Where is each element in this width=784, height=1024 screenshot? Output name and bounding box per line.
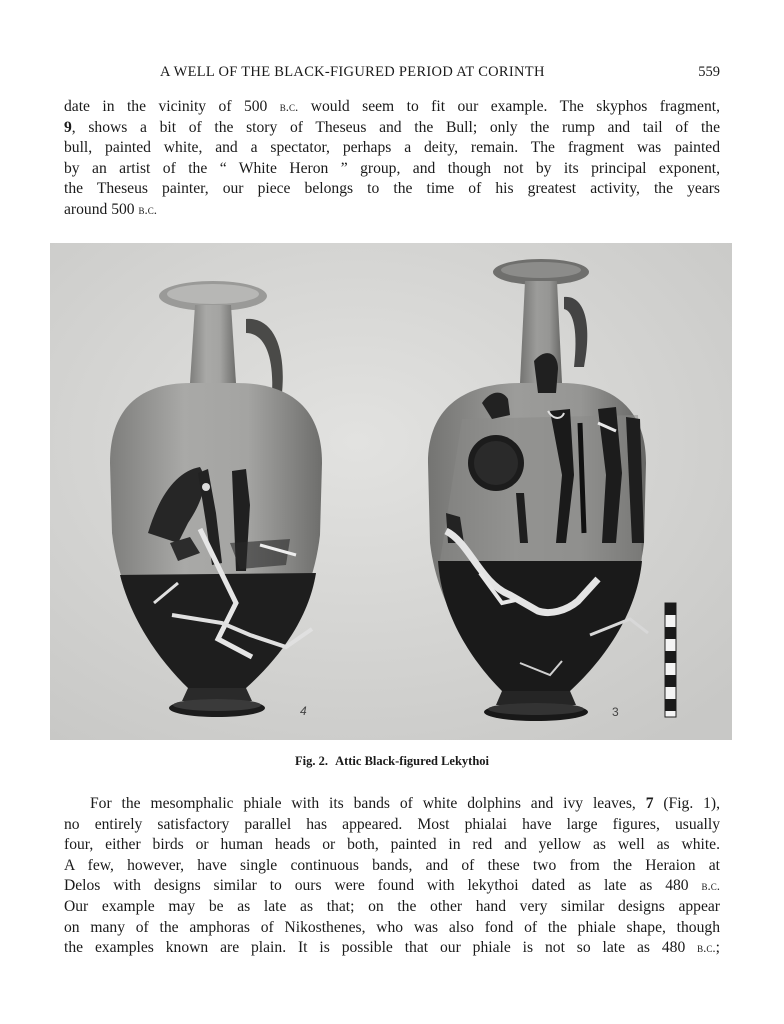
caption-text: Attic Black-figured Lekythoi xyxy=(335,754,490,768)
caption-label: Fig. 2. xyxy=(294,754,328,768)
text-line: 9, shows a bit of the story of Theseus and the Bull; only the rump and tail of the xyxy=(64,118,720,136)
text-line: by an artist of the “ White Heron ” group, and though not by its principal exponent, xyxy=(64,159,720,177)
vase-label-left: 4 xyxy=(300,704,307,718)
paragraph-2 xyxy=(64,794,720,959)
text-line: on many of the amphoras of Nikosthenes, who was also fond of the phiale shape, though xyxy=(64,918,720,936)
figure-caption xyxy=(0,754,784,769)
running-title: A WELL OF THE BLACK-FIGURED PERIOD AT CORINTH xyxy=(160,64,545,80)
text-line: the Theseus painter, our piece belongs to the time of his greatest activity, the years xyxy=(64,180,720,198)
text-line: four, either birds or human heads or both, painted in red and yellow as well as white. xyxy=(64,836,720,854)
text-line: A few, however, have single continuous bands, and of these two from the Heraion at xyxy=(64,856,720,874)
vase-label-right: 3 xyxy=(612,705,619,719)
text-line: no entirely satisfactory parallel has appeared. Most phialai have large figures, usually xyxy=(64,815,720,833)
paragraph-1 xyxy=(64,97,720,221)
text-line: date in the vicinity of 500 b.c. would seem to fit our example. The skyphos fragment, xyxy=(64,98,720,115)
text-line: around 500 b.c. xyxy=(64,200,158,218)
text-line: Delos with designs similar to ours were found with lekythoi dated as late as 480 b.c. xyxy=(64,877,720,895)
object-number: 7 xyxy=(645,795,654,812)
text-line: bull, painted white, and a spectator, perhaps a deity, remain. The fragment was painted xyxy=(64,139,720,157)
text-line: For the mesomphalic phiale with its bands of white dolphins and ivy leaves, 7 (Fig. 1), xyxy=(90,795,720,812)
figure-photograph xyxy=(50,243,732,740)
text-line: Our example may be as late as that; on the other hand very similar designs appear xyxy=(64,897,720,915)
running-header xyxy=(64,62,720,84)
object-number: 9 xyxy=(64,118,72,136)
text-line: the examples known are plain. It is possible that our phiale is not so late as 480 b.c.; xyxy=(64,939,720,957)
page-number: 559 xyxy=(698,64,720,80)
scale-bar xyxy=(665,603,676,717)
